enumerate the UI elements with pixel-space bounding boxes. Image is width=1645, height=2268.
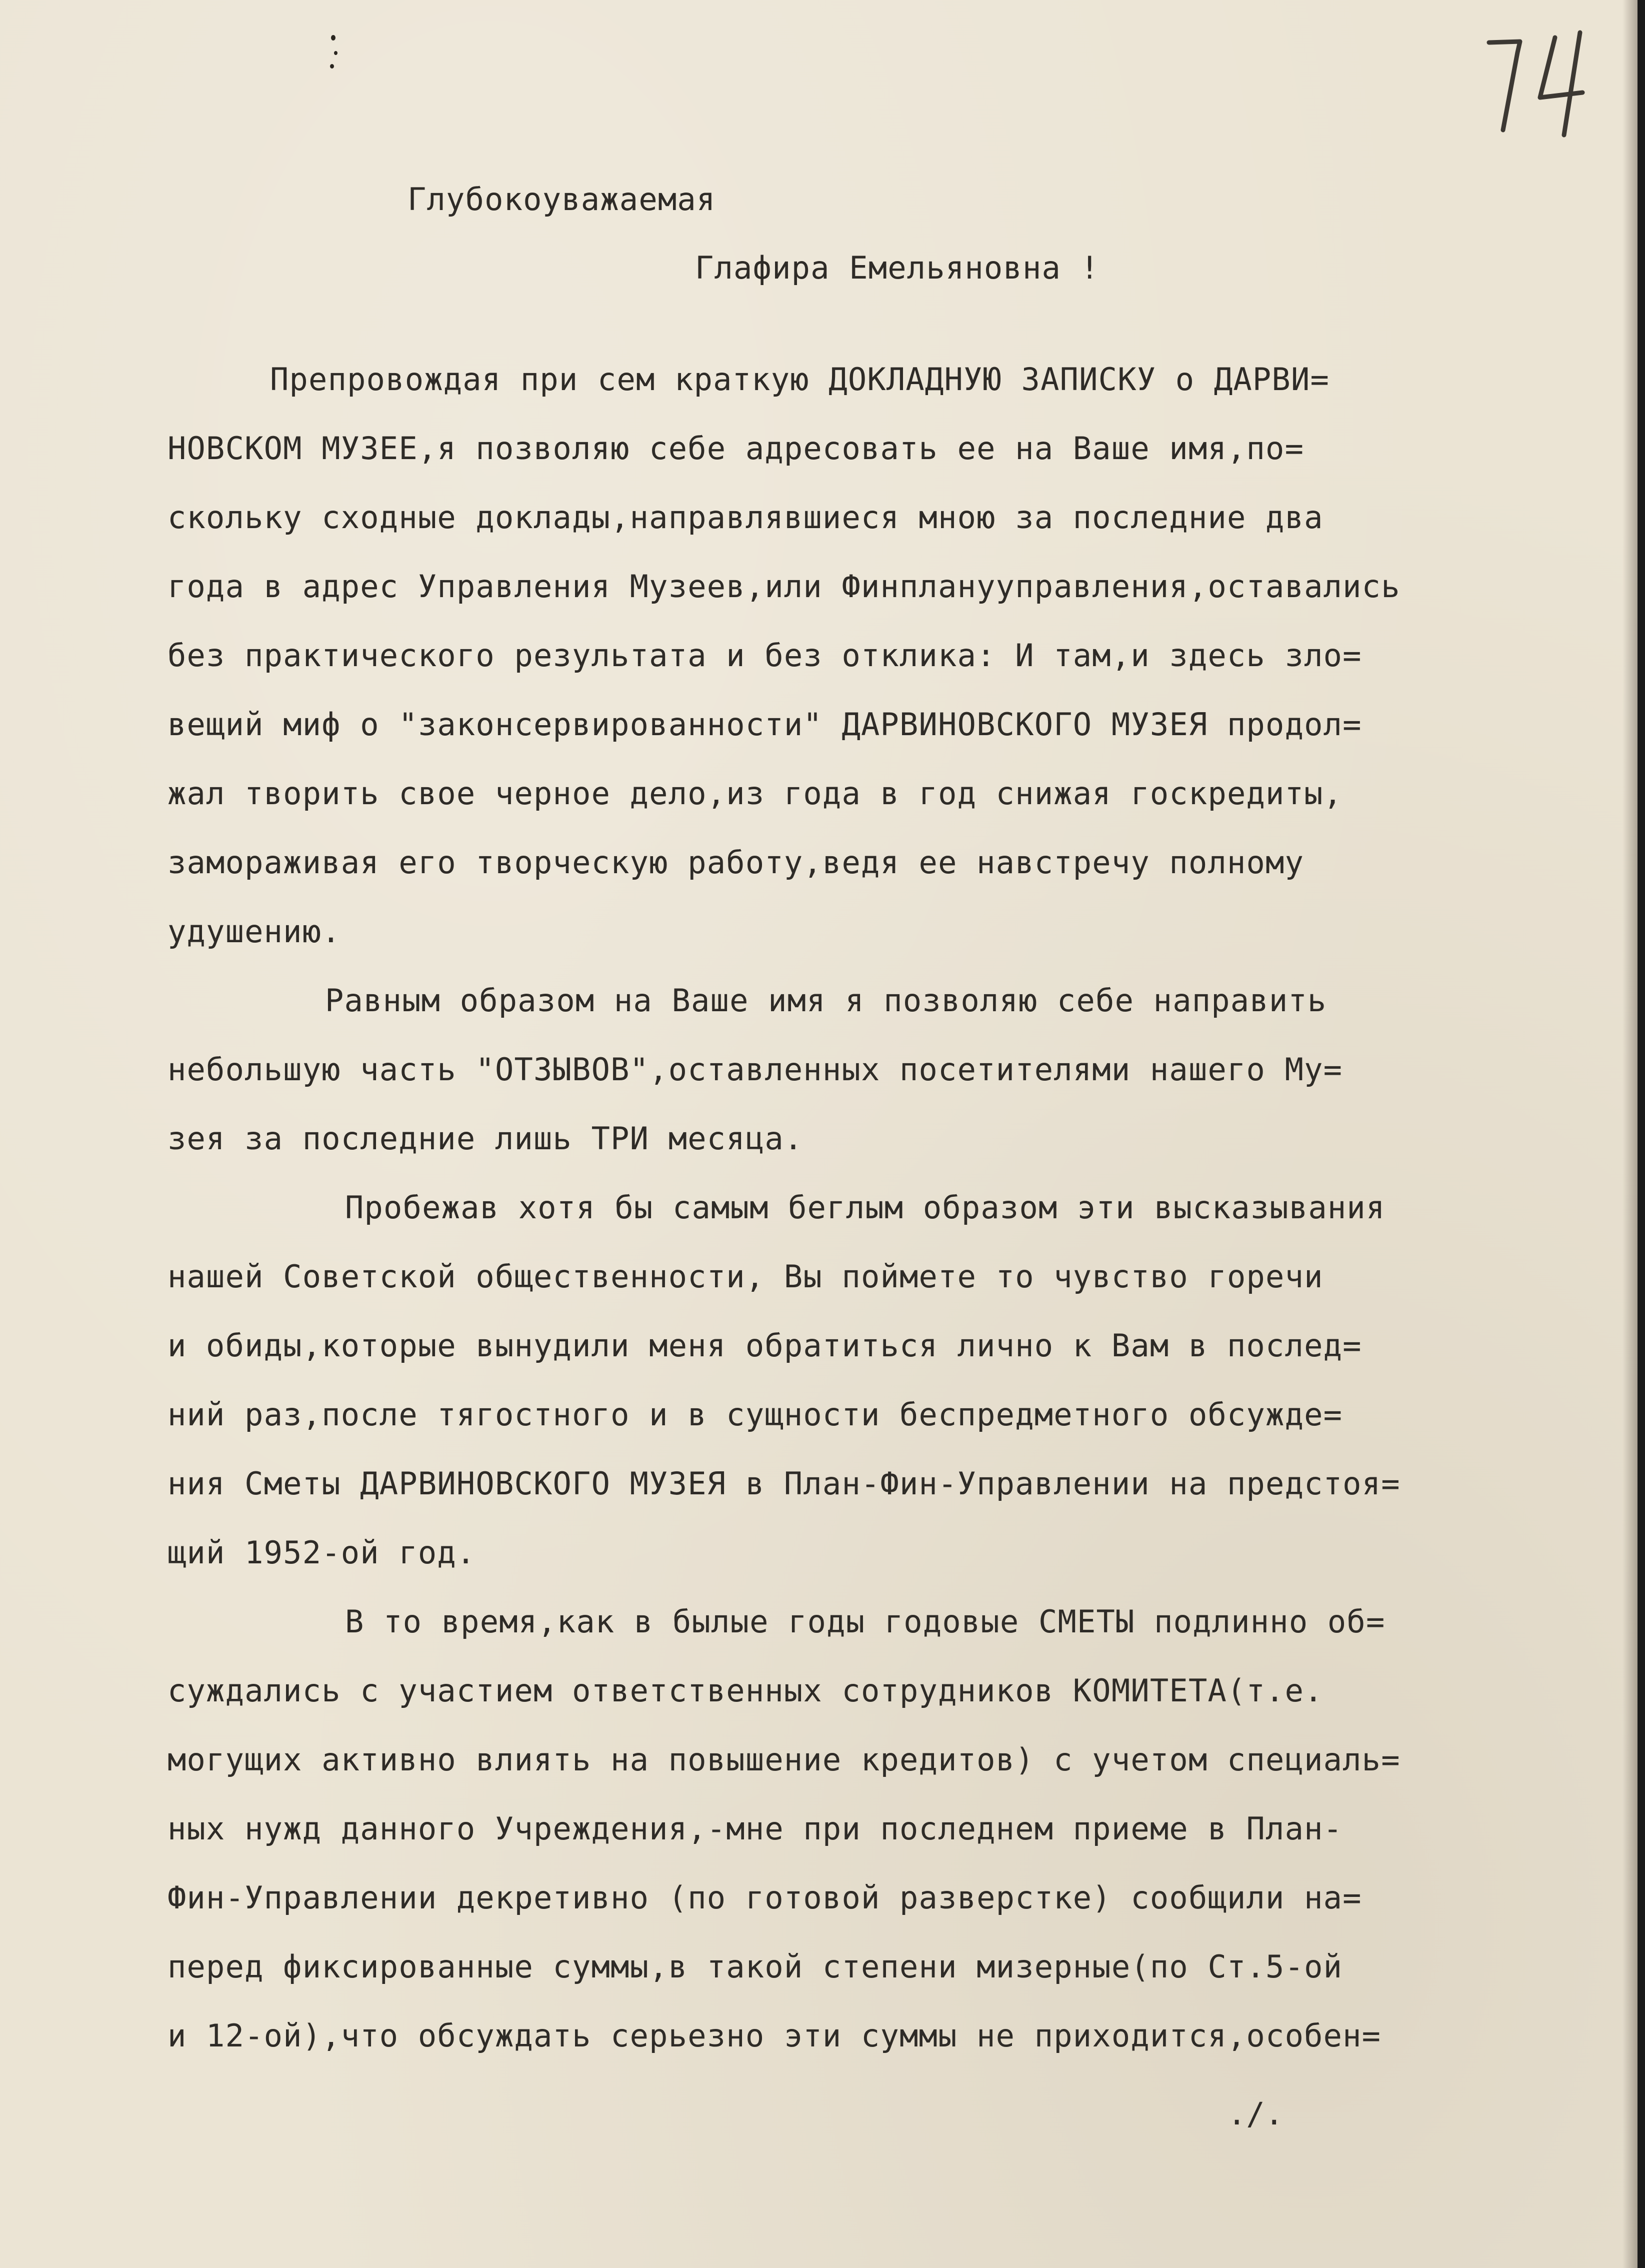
body-line: и обиды,которые вынудили меня обратиться лично к Вам в послед= [168, 1327, 1362, 1364]
body-line: Пробежав хотя бы самым беглым образом эти высказывания [345, 1189, 1386, 1226]
body-line: НОВСКОМ МУЗЕЕ,я позволяю себе адресовать ее на Ваше имя,по= [168, 430, 1304, 467]
folio-number-handwritten [1480, 23, 1595, 143]
body-line: В то время,как в былые годы годовые СМЕТЫ подлинно об= [345, 1603, 1386, 1640]
body-line: Препровождая при сем краткую ДОКЛАДНУЮ ЗАПИСКУ о ДАРВИ= [270, 361, 1330, 398]
body-line: без практического результата и без отклика: И там,и здесь зло= [168, 637, 1362, 674]
body-line: ния Сметы ДАРВИНОВСКОГО МУЗЕЯ в План-Фин-Управлении на предстоя= [168, 1465, 1400, 1502]
body-line: небольшую часть "ОТЗЫВОВ",оставленных посетителями нашего Му= [168, 1051, 1343, 1088]
body-line: года в адрес Управления Музеев,или Финпланууправления,оставались [168, 568, 1400, 605]
body-line: замораживая его творческую работу,ведя ее навстречу полному [168, 844, 1304, 881]
body-line: ных нужд данного Учреждения,-мне при последнем приеме в План- [168, 1810, 1343, 1847]
body-line: нашей Советской общественности, Вы поймете то чувство горечи [168, 1258, 1324, 1295]
body-line: Равным образом на Ваше имя я позволяю себе направить [325, 982, 1327, 1019]
body-line: жал творить свое черное дело,из года в год снижая госкредиты, [168, 775, 1343, 812]
body-line: могущих активно влиять на повышение кредитов) с учетом специаль= [168, 1741, 1400, 1778]
body-line: скольку сходные доклады,направлявшиеся мною за последние два [168, 499, 1324, 536]
body-line: зея за последние лишь ТРИ месяца. [168, 1120, 804, 1157]
ink-speck [334, 51, 338, 55]
body-line: суждались с участием ответственных сотрудников КОМИТЕТА(т.е. [168, 1672, 1324, 1709]
body-line: и 12-ой),что обсуждать серьезно эти суммы не приходится,особен= [168, 2017, 1382, 2054]
folio-number-drawing [1480, 23, 1595, 143]
salutation-line-2: Глафира Емельяновна ! [695, 250, 1100, 286]
body-line: перед фиксированные суммы,в такой степени мизерные(по Ст.5-ой [168, 1948, 1343, 1985]
salutation-line-1: Глубокоуважаемая [408, 181, 716, 218]
body-line: удушению. [168, 913, 341, 950]
body-line: Фин-Управлении декретивно (по готовой разверстке) сообщили на= [168, 1879, 1362, 1916]
body-line: щий 1952-ой год. [168, 1534, 476, 1571]
ink-speck [331, 35, 336, 41]
body-line: вещий миф о "законсервированности" ДАРВИНОВСКОГО МУЗЕЯ продол= [168, 706, 1362, 743]
ink-speck [330, 64, 334, 69]
continuation-mark: ./. [1228, 2095, 1284, 2132]
page-edge-shadow [1622, 0, 1638, 2268]
body-line: ний раз,после тягостного и в сущности беспредметного обсужде= [168, 1396, 1343, 1433]
